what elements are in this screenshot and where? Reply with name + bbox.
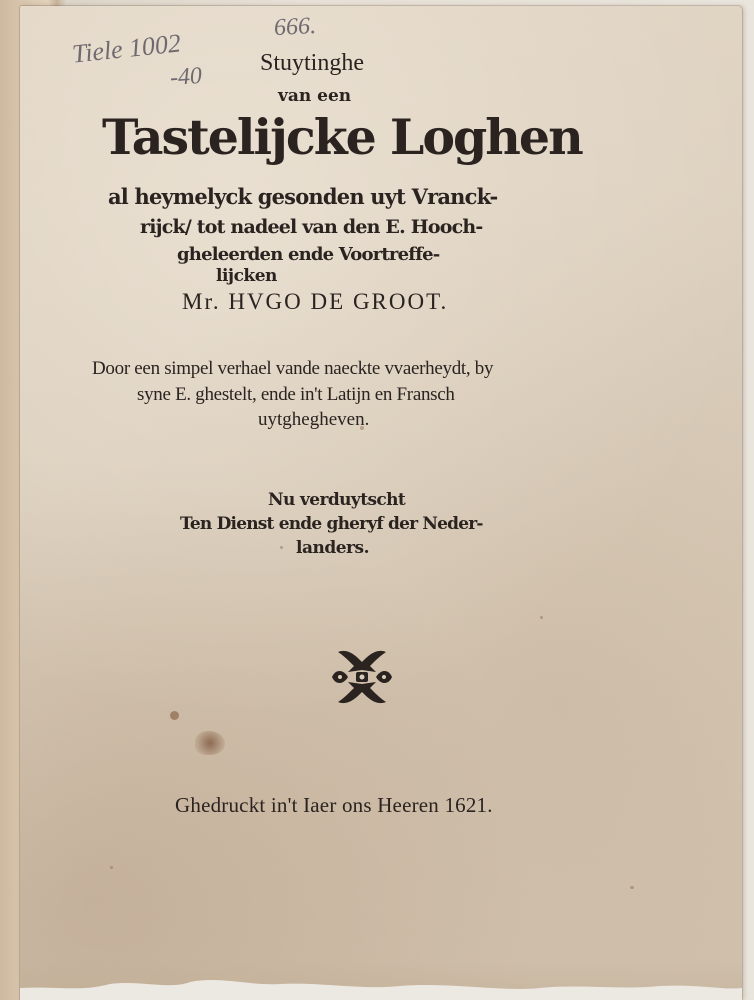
pencil-catalog-number: Tiele 1002 [70,28,183,69]
printers-ornament-icon [330,646,394,708]
foxing-spot [110,866,113,869]
translation-line3: landers. [296,538,369,558]
description-line1: Door een simpel verhael vande naeckte vvaerheydt, by [92,358,494,379]
torn-edge [20,970,742,1000]
ink-stain [170,711,179,720]
author-name: Mr. HVGO DE GROOT. [182,289,449,314]
subtitle-line2: rijck/ tot nadeel van den E. Hooch- [140,216,483,238]
foxing-spot [280,546,283,549]
translation-line1: Nu verduytscht [268,490,406,510]
imprint-line: Ghedruckt in't Iaer ons Heeren 1621. [175,793,493,817]
heading-line2: van een [278,86,352,106]
translation-line2: Ten Dienst ende gheryf der Neder- [180,514,483,534]
title-page [20,6,742,1000]
pencil-catalog-suffix: -40 [169,62,203,92]
foxing-spot [540,616,543,619]
subtitle-line1: al heymelyck gesonden uyt Vranck- [108,184,498,209]
subtitle-line3: gheleerden ende Voortreffe- [177,244,440,265]
heading-line1: Stuytinghe [260,50,365,76]
foxing-spot [630,886,634,889]
description-line3: uytghegheven. [258,409,370,430]
main-title: Tastelijcke Loghen [102,108,582,166]
pencil-shelf-mark: 666. [273,12,317,42]
subtitle-line4: lijcken [216,266,277,286]
ink-stain [195,731,225,755]
description-line2: syne E. ghestelt, ende in't Latijn en Fransch [137,384,455,405]
